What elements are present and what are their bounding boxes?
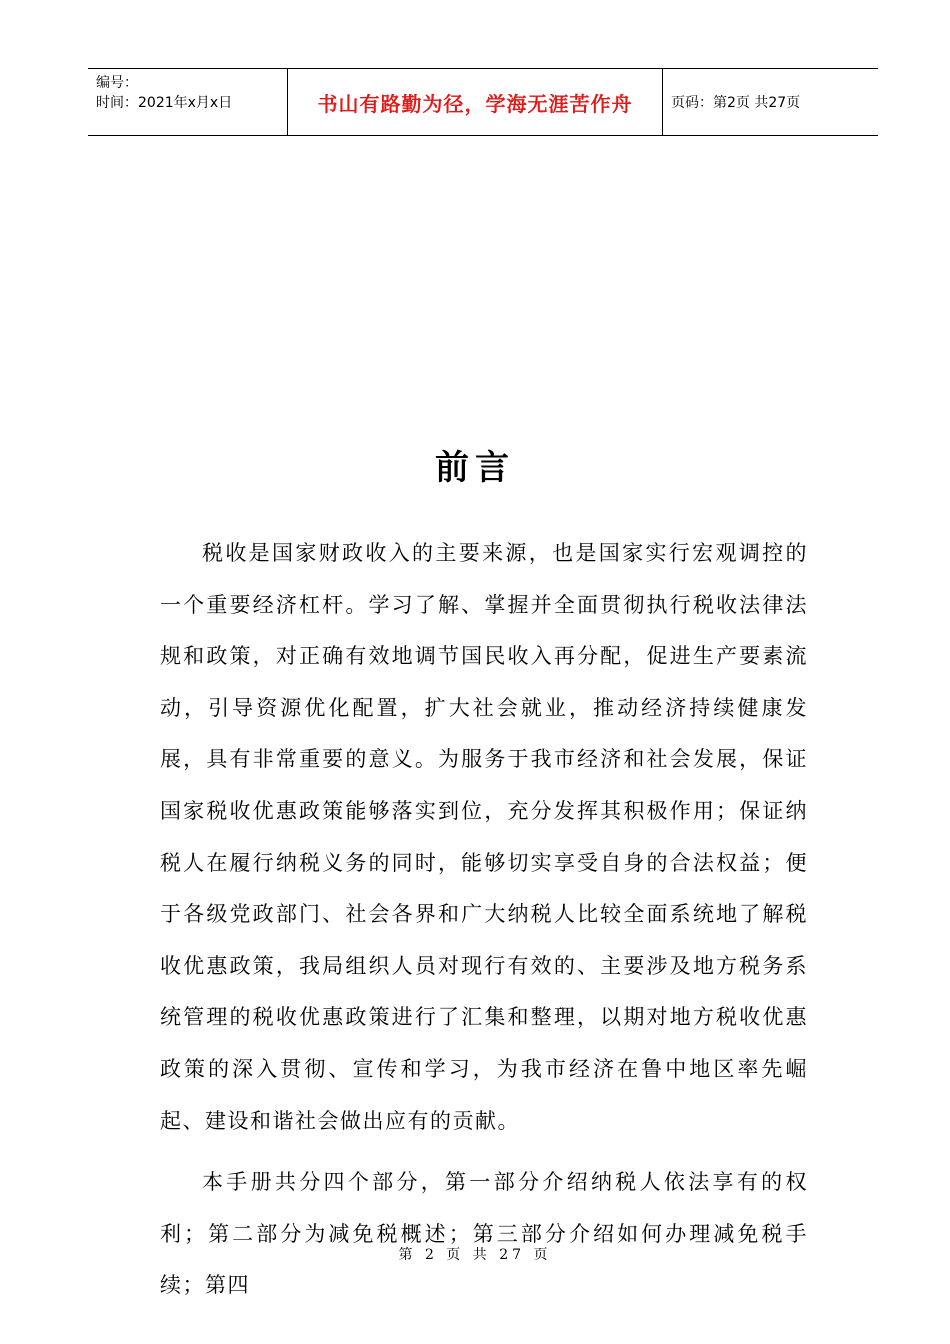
document-body bbox=[160, 528, 808, 1312]
time-label: 时间：2021年x月x日 bbox=[96, 95, 233, 111]
paragraph: 本手册共分四个部分，第一部分介绍纳税人依法享有的权利；第二部分为减免税概述；第三部分介绍如何办理减免税手续；第四 bbox=[160, 1170, 808, 1298]
document-title: 前言 bbox=[435, 448, 515, 488]
header-meta bbox=[88, 69, 288, 135]
page-footer: 第 2 页 共 27 页 bbox=[398, 1247, 552, 1263]
header-page-info: 页码：第2页 共27页 bbox=[671, 95, 801, 111]
serial-label: 编号： bbox=[96, 75, 138, 91]
paragraph: 税收是国家财政收入的主要来源，也是国家实行宏观调控的一个重要经济杠杆。学习了解、掌握并全面贯彻执行税收法律法规和政策，对正确有效地调节国民收入再分配，促进生产要素流动，引导资源优化配置，扩大社会就业，推动经济持续健康发展，具有非常重要的意义。为服务于我市经济和社会发展，保证国家税收优惠政策能够落实到位，充分发挥其积极作用；保证纳税人在履行纳税义务的同时，能够切实享受自身的合法权益；便于各级党政部门、社会各界和广大纳税人比较全面系统地了解税收优惠政策，我局组织人员对现行有效的、主要涉及地方税务系统管理的税收优惠政策进行了汇集和整理，以期对地方税收优惠政策的深入贯彻、宣传和学习，为我市经济在鲁中地区率先崛起、建设和谐社会做出应有的贡献。 bbox=[160, 541, 808, 1133]
header-motto: 书山有路勤为径，学海无涯苦作舟 bbox=[288, 69, 663, 135]
page-header bbox=[88, 68, 878, 136]
